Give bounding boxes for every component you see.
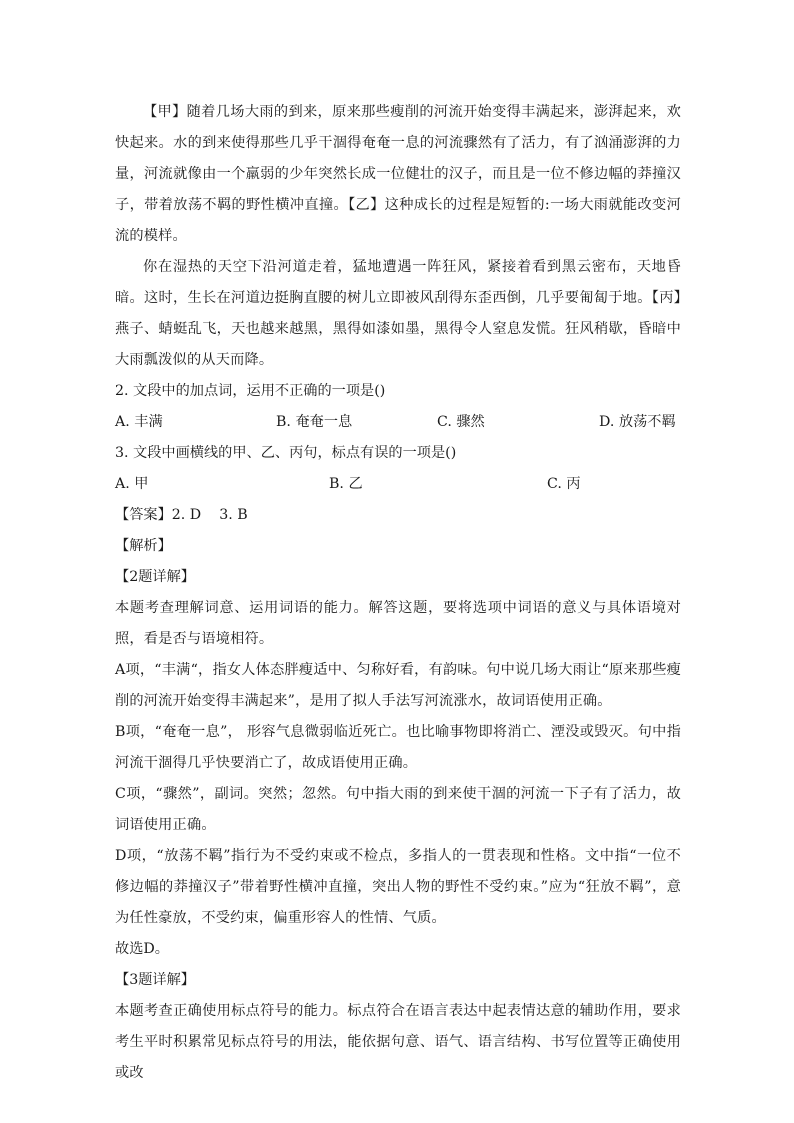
option-a: A. 丰满	[115, 414, 163, 430]
detail-2-conclusion: 故选D。	[115, 941, 169, 957]
detail-2-option-c: C项，“骤然”，副词。突然；忽然。句中指大雨的到来使干涸的河流一下子有了活力，故词语使用正确。	[115, 786, 681, 833]
document-content	[115, 97, 681, 1089]
answer-line: 【答案】2. D 3. B	[115, 507, 248, 523]
option-d: D. 放荡不羁	[599, 414, 676, 430]
detail-2-option-b: B项，“奄奄一息”， 形容气息微弱临近死亡。也比喻事物即将消亡、湮没或毁灭。句中指河流干涸得几乎快要消亡了，故成语使用正确。	[115, 724, 681, 771]
question-2-options	[115, 407, 681, 438]
detail-3-intro: 本题考查正确使用标点符号的能力。标点符合在语言表达中起表情达意的辅助作用，要求考生平时积累常见标点符号的用法，能依据句意、语气、语言结构、书写位置等正确使用或改	[115, 1003, 681, 1081]
detail-2-option-a: A项，“丰满“，指女人体态胖瘦适中、匀称好看，有韵味。句中说几场大雨让“原来那些瘦削的河流开始变得丰满起来”，是用了拟人手法写河流涨水，故词语使用正确。	[115, 662, 681, 709]
detail-2-intro: 本题考查理解词意、运用词语的能力。解答这题，要将选项中词语的意义与具体语境对照，看是否与语境相符。	[115, 600, 681, 647]
option-a: A. 甲	[115, 476, 149, 492]
option-c: C. 丙	[547, 476, 581, 492]
passage-paragraph-2: 你在湿热的天空下沿河道走着，猛地遭遇一阵狂风，紧接着看到黑云密布，天地昏暗。这时，生长在河道边挺胸直腰的树儿立即被风刮得东歪西倒，几乎要匍匐于地。【丙】燕子、蜻蜓乱飞，天也越来越黑，黑得如漆如墨，黑得令人窒息发慌。狂风稍歇，昏暗中大雨瓢泼似的从天而降。	[115, 259, 681, 368]
question-2-stem: 2. 文段中的加点词，运用不正确的一项是()	[115, 383, 386, 399]
detail-3-title: 【3题详解】	[115, 972, 195, 988]
option-b: B. 乙	[329, 476, 363, 492]
question-3-options	[115, 469, 681, 500]
detail-2-title: 【2题详解】	[115, 569, 195, 585]
analysis-title: 【解析】	[115, 538, 172, 554]
detail-2-option-d: D项，“放荡不羁”指行为不受约束或不检点，多指人的一贯表现和性格。文中指“一位不修边幅的莽撞汉子”带着野性横冲直撞，突出人物的野性不受约束。”应为“狂放不羁”，意为任性豪放，不受约束，偏重形容人的性情、气质。	[115, 848, 681, 926]
question-3-stem: 3. 文段中画横线的甲、乙、丙句，标点有误的一项是()	[115, 445, 457, 461]
option-c: C. 骤然	[437, 414, 485, 430]
passage-paragraph-1: 【甲】随着几场大雨的到来，原来那些瘦削的河流开始变得丰满起来，澎湃起来，欢快起来。水的到来使得那些几乎干涸得奄奄一息的河流骤然有了活力，有了汹涌澎湃的力量，河流就像由一个羸弱的少年突然长成一位健壮的汉子，而且是一位不修边幅的莽撞汉子，带着放荡不羁的野性横冲直撞。【乙】这种成长的过程是短暂的:一场大雨就能改变河流的模样。	[115, 104, 681, 244]
option-b: B. 奄奄一息	[276, 414, 353, 430]
